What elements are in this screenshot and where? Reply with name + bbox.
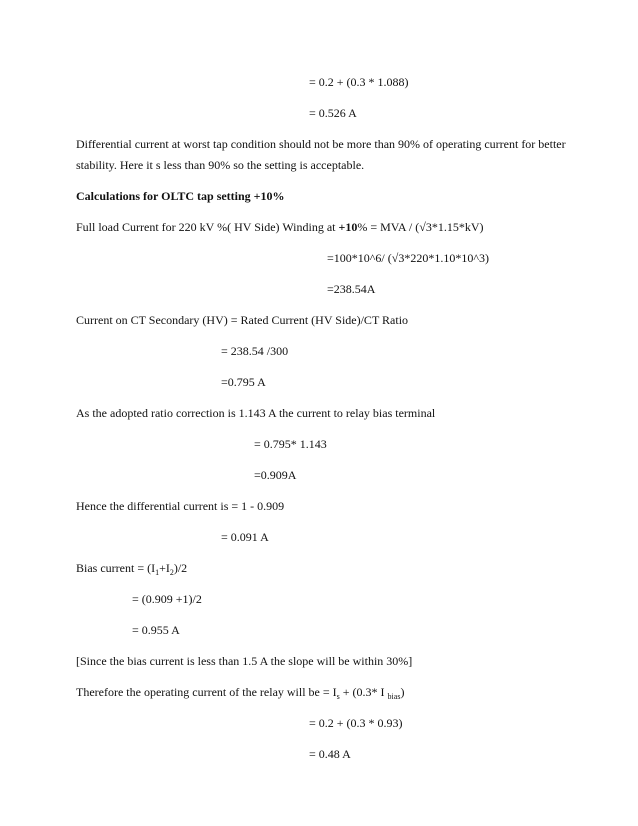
eq-bias-current-result: = 0.955 A	[132, 623, 180, 637]
eq-full-load-current-calc: =100*10^6/ (√3*220*1.10*10^3)	[327, 251, 489, 265]
text-full-load-current-c: % = MVA / (√3*1.15*kV)	[357, 220, 484, 234]
eq-bias-current-calc: = (0.909 +1)/2	[132, 592, 202, 606]
eq-ct-secondary-result: =0.795 A	[221, 375, 266, 389]
op-formula-sub1: s	[336, 692, 340, 701]
text-bias-current-formula	[76, 561, 187, 575]
text-operating-current-formula	[76, 685, 404, 699]
op-formula-mid: + (0.3* I	[339, 685, 388, 699]
section-heading-oltc-plus10: Calculations for OLTC tap setting +10%	[76, 189, 285, 203]
eq-differential-current-result: = 0.091 A	[221, 530, 269, 544]
eq-operating-current-worst-tap: = 0.2 + (0.3 * 1.088)	[309, 75, 409, 89]
bias-formula-pre: Bias current = (I	[76, 561, 156, 575]
eq-operating-current-worst-tap-result: = 0.526 A	[309, 106, 357, 120]
bias-formula-sub1: 1	[155, 568, 160, 577]
op-formula-sub2: bias	[387, 692, 401, 701]
text-slope-note: [Since the bias current is less than 1.5 A the slope will be within 30%]	[76, 654, 413, 668]
bias-formula-sub2: 2	[169, 568, 174, 577]
eq-bias-terminal-calc: = 0.795* 1.143	[254, 437, 327, 451]
eq-operating-current-calc: = 0.2 + (0.3 * 0.93)	[309, 716, 403, 730]
bias-formula-mid: +I	[159, 561, 170, 575]
bias-formula-post: )/2	[173, 561, 188, 575]
text-ratio-correction: As the adopted ratio correction is 1.143 A the current to relay bias terminal	[76, 406, 436, 420]
text-ct-secondary-current: Current on CT Secondary (HV) = Rated Current (HV Side)/CT Ratio	[76, 313, 409, 327]
text-differential-current: Hence the differential current is = 1 - 0.909	[76, 499, 285, 513]
paragraph-stability-line-1: Differential current at worst tap condition should not be more than 90% of operating current for better	[76, 137, 566, 151]
eq-ct-secondary-calc: = 238.54 /300	[221, 344, 289, 358]
eq-full-load-current-result: =238.54A	[327, 282, 376, 296]
op-formula-post: )	[400, 685, 405, 699]
text-full-load-current	[76, 220, 483, 234]
eq-bias-terminal-result: =0.909A	[254, 468, 297, 482]
paragraph-stability-line-2: stability. Here it s less than 90% so the setting is acceptable.	[76, 158, 365, 172]
eq-operating-current-result: = 0.48 A	[309, 747, 351, 761]
text-full-load-current-a: Full load Current for 220 kV %( HV Side) Winding at	[76, 220, 339, 234]
op-formula-pre: Therefore the operating current of the relay will be = I	[76, 685, 337, 699]
text-full-load-current-tap: +10	[338, 220, 358, 234]
